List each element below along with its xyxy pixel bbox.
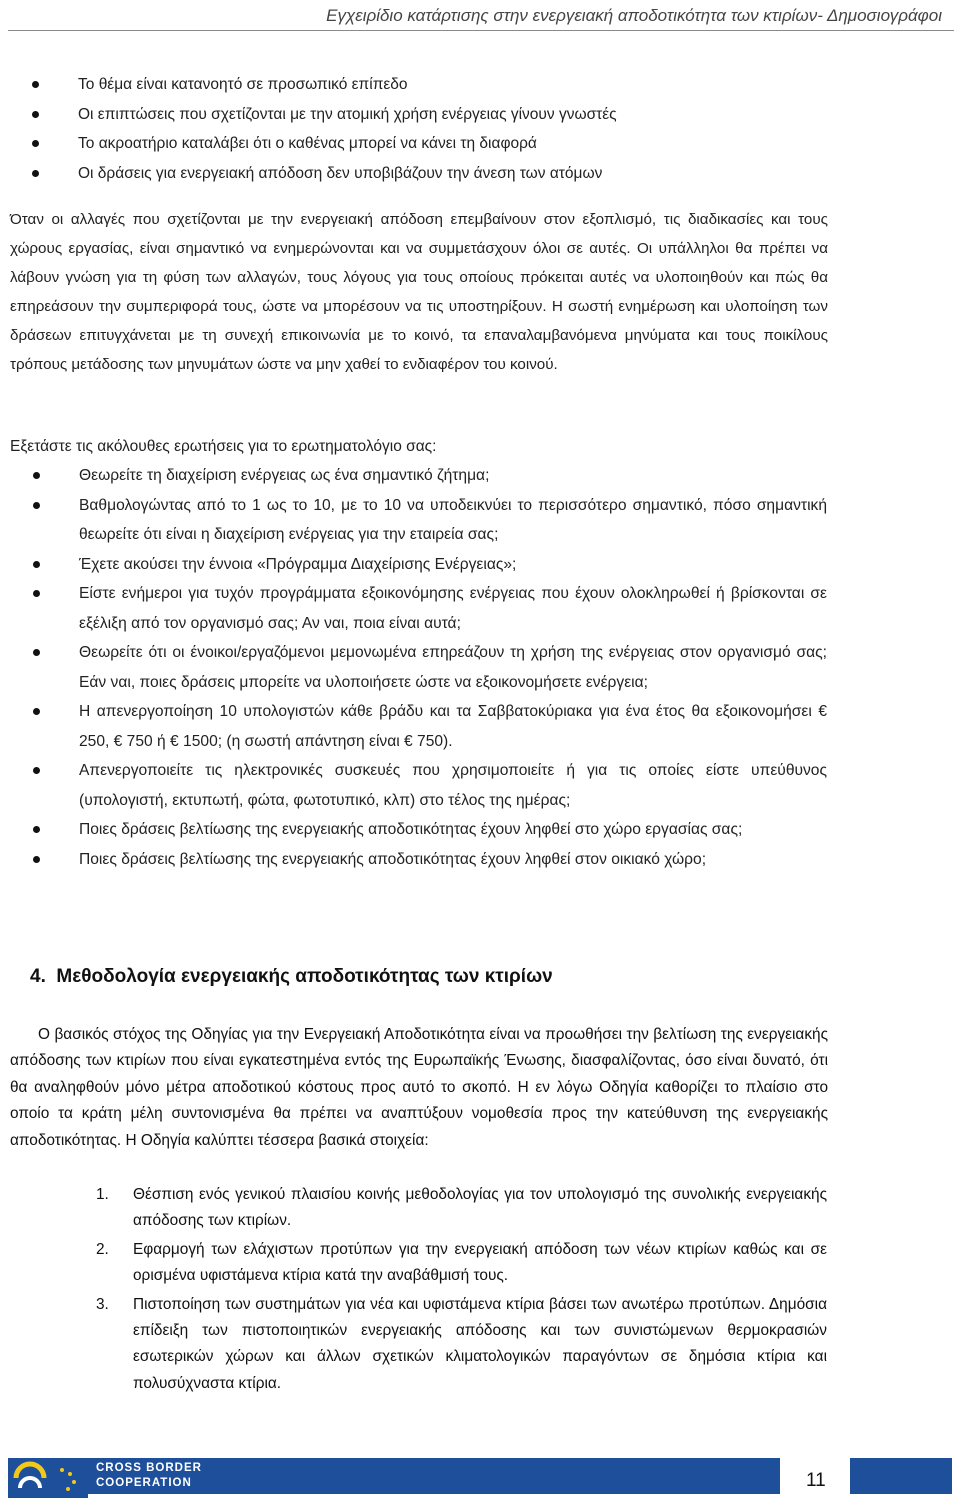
item-number: 1. — [96, 1186, 109, 1203]
list-item: Το ακροατήριο καταλάβει ότι ο καθένας μπορεί να κάνει τη διαφορά — [78, 129, 938, 159]
eu-stars-logo-icon — [8, 1458, 88, 1498]
questions-intro: Εξετάστε τις ακόλουθες ερωτήσεις για το ερωτηματολόγιο σας: — [10, 438, 437, 455]
list-item: Έχετε ακούσει την έννοια «Πρόγραμμα Διαχείρισης Ενέργειας»; — [79, 550, 827, 580]
bullet-icon — [33, 649, 40, 656]
bullet-icon — [32, 111, 39, 118]
section-title: Μεθοδολογία ενεργειακής αποδοτικότητας των κτιρίων — [56, 966, 553, 987]
numbered-list — [96, 1182, 827, 1397]
section-heading — [30, 966, 553, 988]
bullet-icon — [33, 767, 40, 774]
bullet-icon — [33, 590, 40, 597]
list-item: 3. Πιστοποίηση των συστημάτων για νέα και υφιστάμενα κτίρια βάσει των ανωτέρω προτύπων. Δημόσια επίδειξη των πιστοποιητικών ενεργειακής απόδοσης και των συνιστώμενων θερμοκρασιών εσωτερικών χώρων και άλλων σχετικών κλιματολογικών παραγόντων σε δημόσια κτίρια και πολυσύχναστα κτίρια. — [133, 1292, 827, 1398]
list-item: Βαθμολογώντας από το 1 ως το 10, με το 10 να υποδεικνύει το περισσότερο σημαντικό, πόσο σημαντική θεωρείτε ότι είναι η διαχείριση ενέργειας για την εταιρεία σας; — [79, 491, 827, 550]
list-item: Ποιες δράσεις βελτίωσης της ενεργειακής αποδοτικότητας έχουν ληφθεί στον οικιακό χώρο; — [79, 845, 827, 875]
section-number: 4. — [30, 966, 46, 987]
paragraph-engagement: Όταν οι αλλαγές που σχετίζονται με την ενεργειακή απόδοση επεμβαίνουν στον εξοπλισμό, τις διαδικασίες και τους χώρους εργασίας, είναι σημαντικό να ενημερώνονται και να συμμετάσχουν όλοι σε αυτές. Οι υπάλληλοι θα πρέπει να λάβουν γνώση για τη φύση των αλλαγών, τους λόγους για τους οποίους πρόκειται αυτές να υλοποιηθούν και πώς θα επηρεάσουν την συμπεριφορά τους, ώστε να μπορέσουν να τις υποστηρίξουν. Η σωστή ενημέρωση και υλοποίηση των δράσεων επιτυγχάνεται με τη συνεχή επικοινωνία με το κοινό, τα επαναλαμβανόμενα μηνύματα και τους ποικίλους τρόπους μετάδοσης των μηνυμάτων ώστε να μην χαθεί το ενδιαφέρον του κοινού. — [10, 211, 828, 373]
bullet-icon — [33, 826, 40, 833]
list-item: Οι δράσεις για ενεργειακή απόδοση δεν υποβιβάζουν την άνεση των ατόμων — [78, 159, 938, 189]
item-number: 2. — [96, 1240, 109, 1258]
bullet-icon — [33, 502, 40, 509]
header-divider — [8, 30, 954, 31]
bullet-icon — [32, 170, 39, 177]
bullet-icon — [32, 140, 39, 147]
page-number: 11 — [806, 1470, 826, 1491]
list-item: 1. Θέσπιση ενός γενικού πλαισίου κοινής μεθοδολογίας για τον υπολογισμό της συνολικής ενεργειακής απόδοσης των κτιρίων. — [133, 1182, 827, 1235]
running-header: Εγχειρίδιο κατάρτισης στην ενεργειακή αποδοτικότητα των κτιρίων- Δημοσιογράφοι — [326, 6, 942, 25]
paragraph-directive: Ο βασικός στόχος της Οδηγίας για την Ενεργειακή Αποδοτικότητα είναι να προωθήσει την βελτίωση της ενεργειακής απόδοσης των κτιρίων που είναι εγκατεστημένα εντός της Ευρωπαϊκής Ένωσης, διασφαλίζοντας, όσο είναι δυνατό, ότι θα αναληφθούν μόνο μέτρα αποδοτικού κόστους προς αυτό το σκοπό. Η εν λόγω Οδηγία καθορίζει το πλαίσιο στο οποίο τα κράτη μέλη συντονισμένα θα πρέπει να αναπτύξουν νομοθεσία προς την κατεύθυνση της ενεργειακής αποδοτικότητας. Η Οδηγία καλύπτει τέσσερα βασικά στοιχεία: — [10, 1026, 828, 1149]
list-item: Θεωρείτε ότι οι ένοικοι/εργαζόμενοι μεμονωμένα επηρεάζουν τη χρήση της ενέργειας στον οργανισμό σας; Εάν ναι, ποιες δράσεις μπορείτε να υλοποιήσετε ώστε να εξοικονομήσετε ενέργεια; — [79, 638, 827, 697]
top-bullet-list — [78, 70, 938, 188]
list-item: 2. Εφαρμογή των ελάχιστων προτύπων για την ενεργειακή απόδοση των νέων κτιρίων καθώς και σε ορισμένα υφιστάμενα κτίρια κατά την αναβάθμισή τους. — [133, 1237, 827, 1290]
bullet-icon — [33, 472, 40, 479]
list-item: Οι επιπτώσεις που σχετίζονται με την ατομική χρήση ενέργειας γίνουν γνωστές — [78, 100, 938, 130]
list-item: Απενεργοποιείτε τις ηλεκτρονικές συσκευές που χρησιμοποιείτε ή για τις οποίες είστε υπεύθυνος (υπολογιστή, εκτυπωτή, φώτα, φωτοτυπικό, κλπ) στο τέλος της ημέρας; — [79, 756, 827, 815]
questions-list — [79, 461, 827, 874]
list-item: Η απενεργοποίηση 10 υπολογιστών κάθε βράδυ και τα Σαββατοκύριακα για ένα έτος θα εξοικονομήσει € 250, € 750 ή € 1500; (η σωστή απάντηση είναι € 750). — [79, 697, 827, 756]
list-item: Είστε ενήμεροι για τυχόν προγράμματα εξοικονόμησης ενέργειας που έχουν ολοκληρωθεί ή βρίσκονται σε εξέλιξη από τον οργανισμό σας; Αν ναι, ποια είναι αυτά; — [79, 579, 827, 638]
bullet-icon — [33, 561, 40, 568]
bullet-icon — [33, 708, 40, 715]
list-item: Ποιες δράσεις βελτίωσης της ενεργειακής αποδοτικότητας έχουν ληφθεί στο χώρο εργασίας σας; — [79, 815, 827, 845]
item-number: 3. — [96, 1295, 109, 1313]
bullet-icon — [33, 856, 40, 863]
cross-border-label: CROSS BORDER COOPERATION — [96, 1462, 202, 1489]
list-item: Θεωρείτε τη διαχείριση ενέργειας ως ένα σημαντικό ζήτημα; — [79, 461, 827, 491]
list-item: Το θέμα είναι κατανοητό σε προσωπικό επίπεδο — [78, 70, 938, 100]
bullet-icon — [32, 81, 39, 88]
